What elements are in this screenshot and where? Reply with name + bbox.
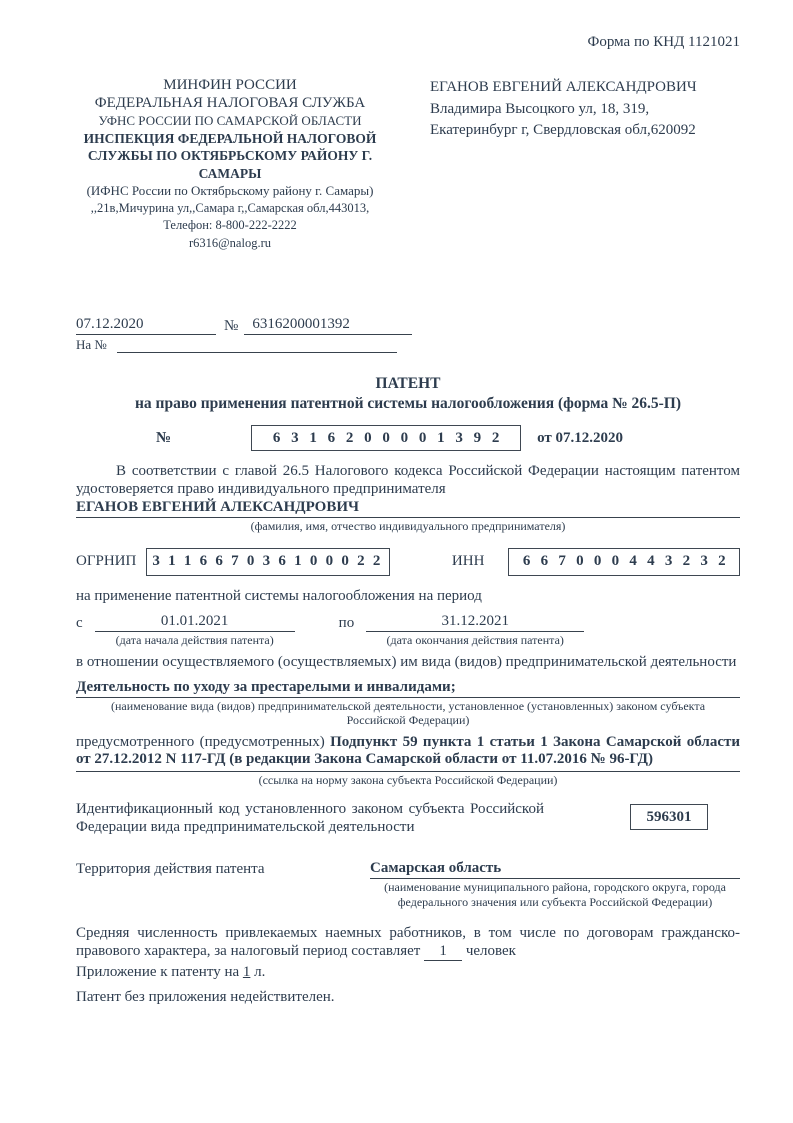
ogrnip-label: ОГРНИП	[76, 553, 137, 569]
reference-number-label: №	[224, 318, 239, 334]
activity-code-box: 596301	[630, 804, 708, 830]
period-from-label: с	[76, 615, 83, 631]
invalid-without-attachment-note: Патент без приложения недействителен.	[76, 988, 335, 1005]
intro-paragraph: В соответствии с главой 26.5 Налогового кодекса Российской Федерации настоящим патентом удостоверяется право индивидуального предпринимателя	[76, 463, 740, 497]
activity-code-label: Идентификационный код установленного законом субъекта Российской Федерации вида предпринимательской деятельности	[76, 801, 544, 835]
entrepreneur-name-field: ЕГАНОВ ЕВГЕНИЙ АЛЕКСАНДРОВИЧ	[76, 499, 740, 518]
attachment-text-after: л.	[254, 964, 266, 980]
territory-caption: (наименование муниципального района, городского округа, города федерального значения или субъекта Российской Федерации)	[384, 880, 726, 909]
issuer-address: ,,21в,Мичурина ул,,Самара г,,Самарская обл,443013,	[90, 200, 370, 215]
issuer-line: МИНФИН РОССИИ	[163, 77, 297, 93]
issuer-line: ИНСПЕКЦИЯ ФЕДЕРАЛЬНОЙ НАЛОГОВОЙ	[83, 130, 377, 146]
recipient-name: ЕГАНОВ ЕВГЕНИЙ АЛЕКСАНДРОВИЧ	[430, 79, 697, 95]
period-to-group	[366, 613, 584, 648]
patent-issue-date: от 07.12.2020	[537, 429, 623, 446]
inn-value-box: 6 6 7 0 0 0 4 4 3 2 3 2	[508, 548, 740, 576]
issuer-line: УФНС РОССИИ ПО САМАРСКОЙ ОБЛАСТИ	[98, 113, 362, 128]
inn-label: ИНН	[451, 553, 485, 569]
period-to-caption: (дата окончания действия патента)	[386, 633, 564, 647]
activity-field: Деятельность по уходу за престарелыми и инвалидами;	[76, 679, 740, 698]
activity-code-row	[76, 801, 740, 836]
issuer-email: r6316@nalog.ru	[189, 235, 271, 250]
patent-number-row	[156, 425, 740, 451]
activity-intro: в отношении осуществляемого (осуществляемых) им вида (видов) предпринимательской деятельности	[76, 654, 737, 670]
territory-row	[76, 860, 740, 909]
recipient-address-line: Владимира Высоцкого ул, 18, 319,	[430, 100, 650, 117]
law-reference-paragraph	[76, 734, 740, 772]
patent-number-box: 6 3 1 6 2 0 0 0 0 1 3 9 2	[251, 425, 521, 451]
law-reference-text: Подпункт 59 пункта 1 статьи 1 Закона Самарской области от 27.12.2012 N 117-ГД (в редакции Закона Самарской области от 11.07.2016 № 96-ГД)	[76, 733, 740, 767]
form-code-label: Форма по КНД 1121021	[587, 34, 740, 50]
territory-group	[370, 860, 740, 909]
attachment-line	[76, 964, 740, 982]
period-from-group	[95, 613, 295, 648]
ogrnip-inn-row	[76, 548, 740, 576]
document-header	[76, 77, 740, 252]
employees-text-after: человек	[465, 942, 516, 959]
reply-reference-label: На №	[76, 337, 107, 352]
attachment-pages-value: 1	[242, 964, 251, 980]
reference-row	[76, 316, 740, 335]
activity-caption: (наименование вида (видов) предпринимательской деятельности, установленное (установленных) законом субъекта Российской Федерации)	[110, 698, 706, 727]
issuer-line: СЛУЖБЫ ПО ОКТЯБРЬСКОМУ РАЙОНУ Г. САМАРЫ	[87, 148, 373, 181]
issuer-block	[62, 77, 398, 252]
document-title: ПАТЕНТ	[375, 375, 441, 392]
reply-reference-blank-field	[117, 338, 397, 353]
issuer-line: (ИФНС России по Октябрьскому району г. Самары)	[86, 183, 374, 198]
employees-count-field: 1	[424, 943, 462, 962]
law-caption: (ссылка на норму закона субъекта Российской Федерации)	[258, 772, 558, 787]
patent-number-label: №	[156, 429, 172, 446]
period-intro: на применение патентной системы налогообложения на период	[76, 587, 482, 604]
period-to-label: по	[338, 615, 355, 631]
recipient-address-line: Екатеринбург г, Свердловская обл,620092	[430, 122, 696, 138]
period-from-caption: (дата начала действия патента)	[115, 633, 274, 647]
period-from-date-field: 01.01.2021	[95, 613, 295, 632]
ogrnip-value-box: 3 1 1 6 6 7 0 3 6 1 0 0 0 2 2	[146, 548, 390, 576]
period-row	[76, 613, 740, 648]
reference-number-field: 6316200001392	[244, 316, 412, 335]
employees-paragraph	[76, 925, 740, 961]
reference-date-field: 07.12.2020	[76, 316, 216, 335]
territory-value-field: Самарская область	[370, 860, 740, 879]
recipient-block	[430, 77, 697, 252]
period-to-date-field: 31.12.2021	[366, 613, 584, 632]
attachment-text-before: Приложение к патенту на	[76, 964, 240, 980]
issuer-phone: Телефон: 8-800-222-2222	[163, 218, 297, 232]
reply-reference-row	[76, 337, 740, 353]
territory-label: Территория действия патента	[76, 861, 265, 877]
issuer-line: ФЕДЕРАЛЬНАЯ НАЛОГОВАЯ СЛУЖБА	[94, 94, 366, 111]
document-subtitle: на право применения патентной системы налогообложения (форма № 26.5-П)	[134, 395, 682, 412]
law-prefix-text: предусмотренного (предусмотренных)	[76, 733, 325, 750]
entrepreneur-name-caption: (фамилия, имя, отчество индивидуального предпринимателя)	[250, 519, 566, 533]
employees-text-before: Средняя численность привлекаемых наемных работников, в том числе по договорам гражданско-правового характера, за налоговый период составляет	[76, 925, 740, 959]
